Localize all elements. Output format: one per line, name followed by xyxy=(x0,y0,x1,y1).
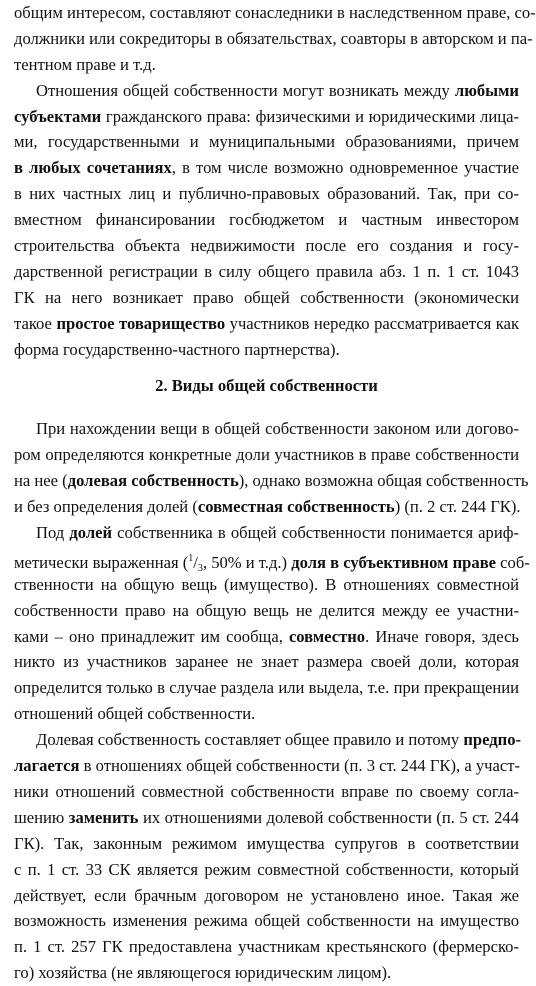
text-line xyxy=(14,546,530,574)
text-line xyxy=(14,624,519,650)
text-run: тентном праве и т.д. xyxy=(14,54,156,74)
text-line xyxy=(14,285,519,311)
text-line xyxy=(14,727,522,753)
text-line xyxy=(14,934,519,960)
text-run: Долевая собственность составляет общее правило и потому xyxy=(36,730,464,750)
text-run: на нее ( xyxy=(14,471,68,491)
text-run: гражданского права: физическими и юридическими лица- xyxy=(101,106,519,126)
text-line xyxy=(14,442,519,468)
text-run: . Иначе говоря, здесь xyxy=(365,626,519,646)
text-run: участников нередко рассматривается как xyxy=(225,313,520,333)
text-run: ГК). Так, законным режимом имущества супругов в соответствии xyxy=(14,833,519,853)
text-run: Под xyxy=(36,523,70,543)
text-line xyxy=(14,675,519,701)
text-line xyxy=(14,649,519,675)
text-run: и без определения долей ( xyxy=(14,497,198,517)
text-run: определится только в случае раздела или выдела, т.е. при прекращении xyxy=(14,678,519,698)
text-line xyxy=(14,520,519,546)
section-types-of-common-property xyxy=(14,416,530,986)
text-run: их отношениями долевой собственности (п. 5 ст. 244 xyxy=(138,807,519,827)
bold-term: долевая собственность xyxy=(67,471,239,491)
bold-term: лагается xyxy=(14,756,80,776)
text-run: в них частных лиц и публично-правовых образований. Так, при со- xyxy=(14,184,519,204)
text-run: ственности на общую вещь (имущество). В отношениях совместной xyxy=(14,574,519,594)
bold-term: любыми xyxy=(454,80,519,100)
section-common-property-subjects xyxy=(14,0,536,362)
bold-term: субъектами xyxy=(14,106,102,126)
text-run: ками – оно принадлежит им сообща, xyxy=(14,626,289,646)
text-run: с п. 1 ст. 33 СК является режим совместной собственности, который xyxy=(14,859,519,879)
paragraph xyxy=(14,0,536,78)
text-line xyxy=(14,311,519,337)
text-line xyxy=(14,181,519,207)
bold-term: в любых сочетаниях xyxy=(14,158,172,178)
text-run: шению xyxy=(14,807,69,827)
bold-term: долей xyxy=(69,523,113,543)
text-line xyxy=(14,572,519,598)
text-line xyxy=(14,207,519,233)
text-line xyxy=(14,805,519,831)
text-run: вместном финансировании госбюджетом и частным инвестором xyxy=(14,210,519,230)
text-line xyxy=(14,857,519,883)
text-line xyxy=(14,129,519,155)
paragraph xyxy=(14,520,530,727)
text-run: 3 xyxy=(197,562,203,574)
text-run: в отношениях общей собственности (п. 3 ст. 244 ГК), а участ- xyxy=(79,756,520,776)
text-run: действует, если брачным договором не установлено иное. Такая же xyxy=(14,885,519,905)
text-line xyxy=(14,960,519,986)
section-heading: 2. Виды общей собственности xyxy=(155,376,378,396)
text-line xyxy=(14,26,533,52)
text-line xyxy=(14,468,529,494)
text-line xyxy=(14,337,519,363)
text-run: такое xyxy=(14,313,57,333)
bold-term: доля в субъективном праве xyxy=(291,552,497,572)
paragraph xyxy=(14,727,522,986)
text-line xyxy=(14,0,536,26)
text-line xyxy=(14,908,519,934)
text-run: собственности право на общую вещь не делится между ее участни- xyxy=(14,600,519,620)
text-run: , 50% и т.д.) xyxy=(202,552,292,572)
text-run: ники отношений совместной собственности вправе по своему согла- xyxy=(14,781,519,801)
bold-term: совместная собственность xyxy=(197,497,395,517)
text-line xyxy=(14,259,519,285)
text-run: метически выраженная ( xyxy=(14,552,189,572)
text-run: При нахождении вещи в общей собственности законом или догово- xyxy=(36,419,519,439)
text-run: ), однако возможна общая собственность xyxy=(238,471,529,491)
text-run: строительства объекта недвижимости после его создания и госу- xyxy=(14,236,519,256)
bold-term: простое товарищество xyxy=(56,313,226,333)
bold-term: заменить xyxy=(68,807,139,827)
text-run: никто из участников заранее не знает размера своей доли, которая xyxy=(14,652,519,672)
paragraph xyxy=(14,78,519,363)
bold-term: совместно xyxy=(288,626,366,646)
document-page xyxy=(14,0,536,986)
text-run: соб- xyxy=(496,552,530,572)
text-run: / xyxy=(193,552,198,572)
text-line xyxy=(14,52,519,78)
text-line xyxy=(14,494,519,520)
text-run: собственника в общей собственности понимается ариф- xyxy=(112,523,519,543)
text-run: Отношения общей собственности могут возникать между xyxy=(36,80,455,100)
text-line xyxy=(14,701,519,727)
text-run: , в том числе возможно одновременное участие xyxy=(171,158,519,178)
text-line xyxy=(14,416,519,442)
text-run: дарственной регистрации в силу общего правила абз. 1 п. 1 ст. 1043 xyxy=(14,261,519,281)
text-run: го) хозяйства (не являющегося юридическим лицом). xyxy=(14,963,392,983)
text-line xyxy=(14,779,519,805)
bold-term: предпо- xyxy=(463,730,522,750)
text-line xyxy=(14,78,519,104)
text-line xyxy=(14,598,519,624)
text-run: ) (п. 2 ст. 244 ГК). xyxy=(394,497,521,517)
text-line xyxy=(14,831,519,857)
text-line xyxy=(14,104,519,130)
text-run: 1 xyxy=(188,552,194,564)
text-line xyxy=(14,155,519,181)
text-run: общим интересом, составляют сонаследники в наследственном праве, со- xyxy=(14,3,536,22)
text-line xyxy=(14,753,519,779)
text-run: ром определяются конкретные доли участников в праве собственности xyxy=(14,445,519,465)
text-line xyxy=(14,883,519,909)
text-line xyxy=(14,233,519,259)
text-run: ГК на него возникает право общей собственности (экономически xyxy=(14,287,519,307)
text-run: п. 1 ст. 257 ГК предоставлена участникам крестьянского (фермерско- xyxy=(14,937,519,957)
text-run: должники или сокредиторы в обязательствах, соавторы в авторском и па- xyxy=(14,28,533,48)
text-run: ми, государственными и муниципальными образованиями, причем xyxy=(14,132,519,152)
text-run: отношений общей собственности. xyxy=(14,704,256,724)
paragraph xyxy=(14,416,529,520)
text-run: возможность изменения режима общей собственности на имущество xyxy=(14,911,519,931)
text-run: форма государственно-частного партнерства). xyxy=(14,339,340,359)
